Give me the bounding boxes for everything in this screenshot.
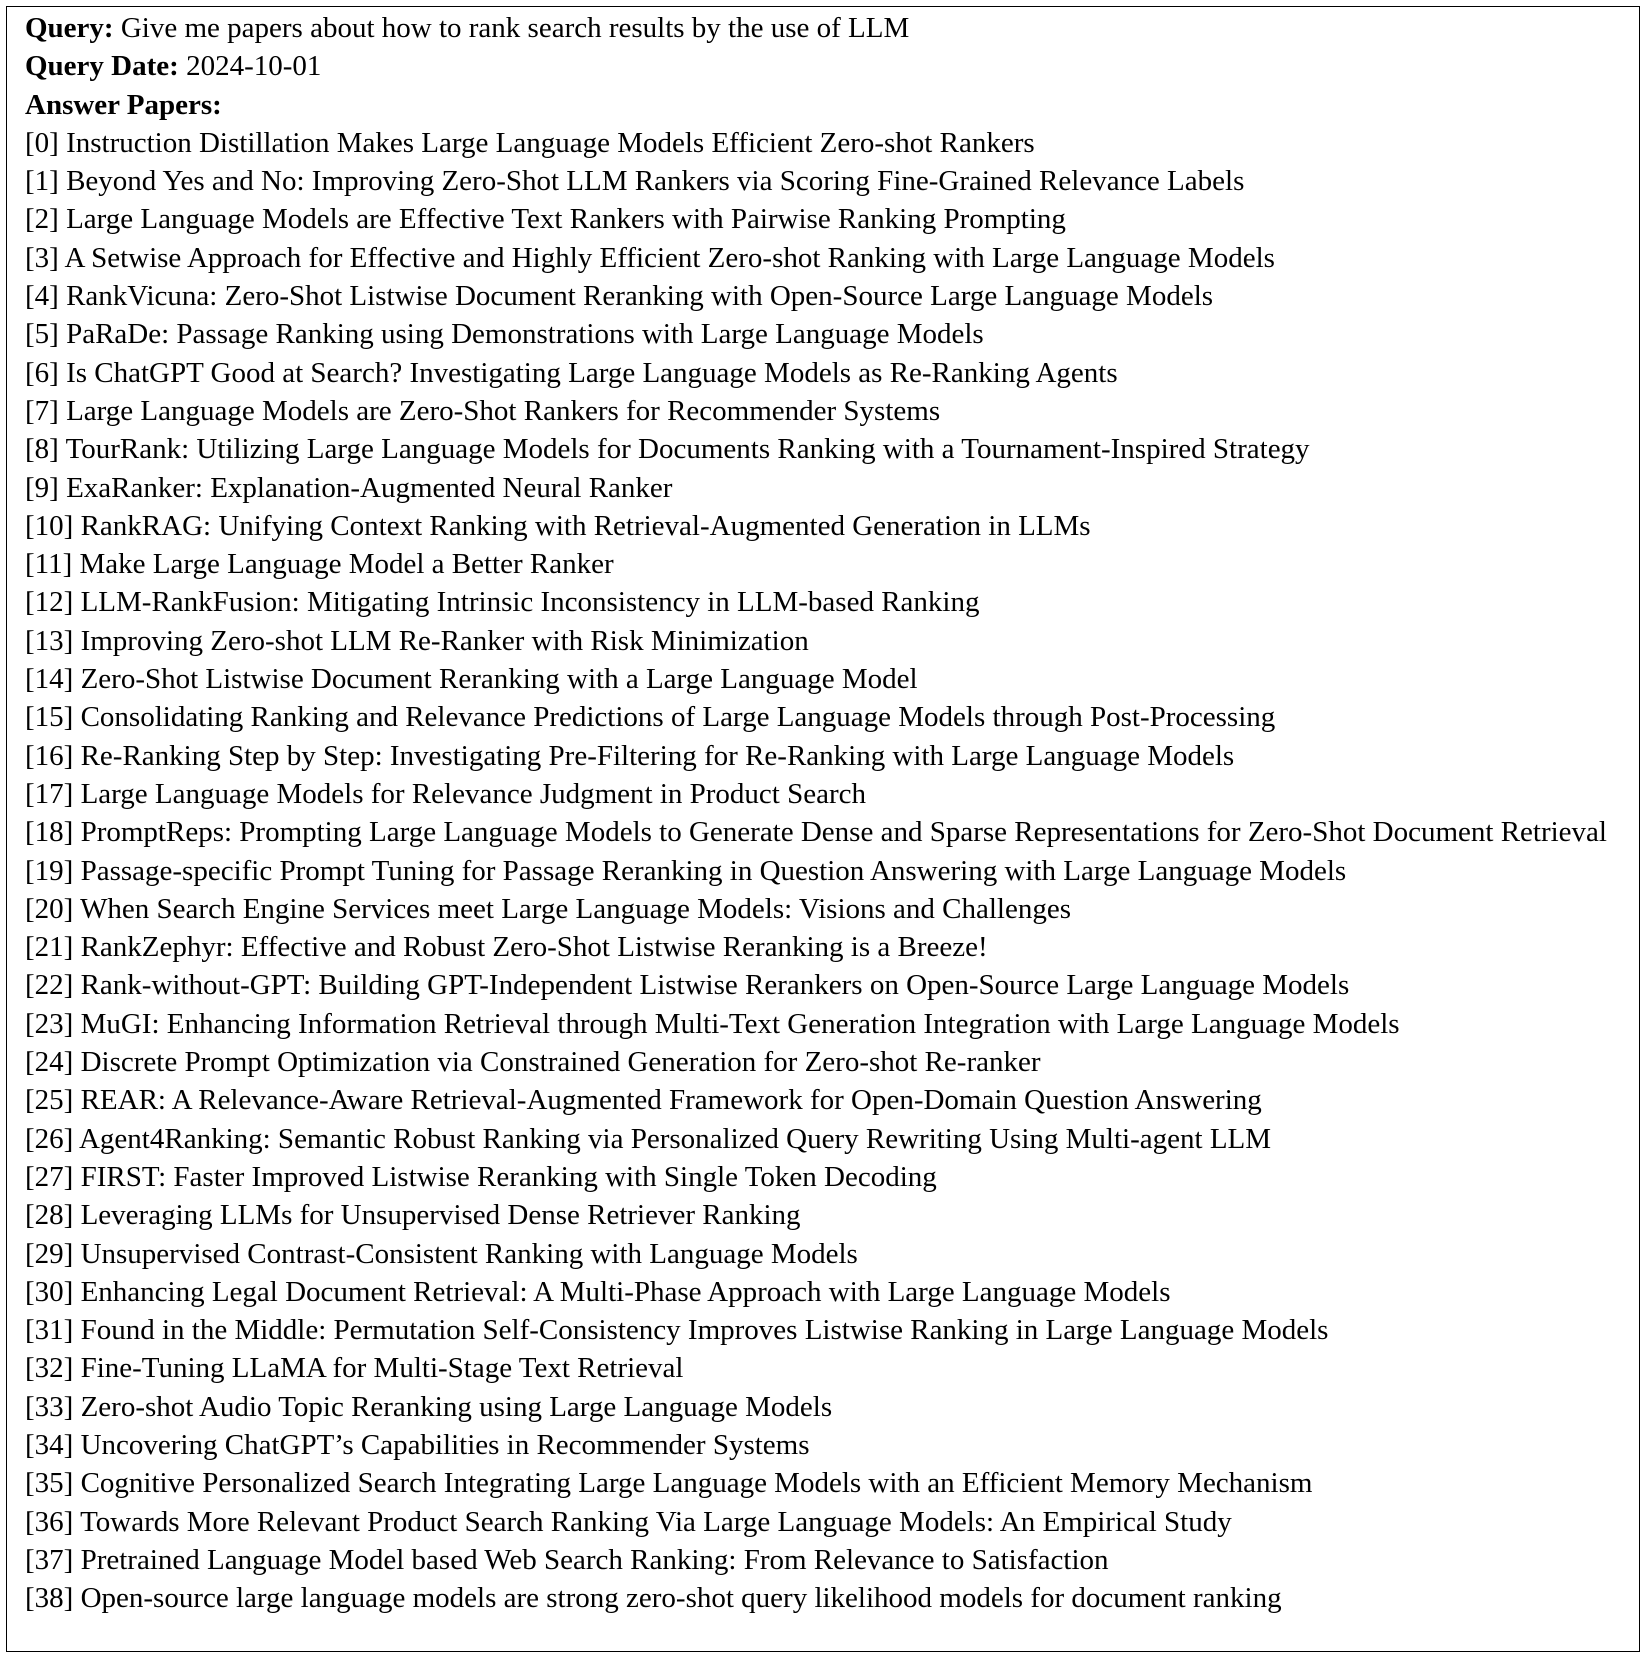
- paper-index: [0]: [25, 126, 59, 159]
- paper-title: Leveraging LLMs for Unsupervised Dense Retriever Ranking: [80, 1199, 801, 1232]
- query-date-label: Query Date:: [25, 50, 179, 83]
- paper-title: Enhancing Legal Document Retrieval: A Multi-Phase Approach with Large Language Models: [80, 1275, 1171, 1308]
- paper-item: [25, 1081, 1639, 1119]
- paper-title: RankRAG: Unifying Context Ranking with Retrieval-Augmented Generation in LLMs: [80, 509, 1091, 542]
- paper-index: [1]: [25, 165, 59, 198]
- paper-item: [25, 852, 1639, 890]
- paper-item: [25, 507, 1639, 545]
- paper-index: [20]: [25, 892, 74, 925]
- answer-papers-heading: [25, 86, 1639, 124]
- paper-item: [25, 813, 1639, 851]
- query-label: Query:: [25, 12, 114, 44]
- paper-title: Improving Zero-shot LLM Re-Ranker with Risk Minimization: [80, 624, 809, 657]
- paper-title: Uncovering ChatGPT’s Capabilities in Recommender Systems: [80, 1428, 810, 1461]
- paper-title: TourRank: Utilizing Large Language Models for Documents Ranking with a Tournament-Inspired Strategy: [65, 433, 1310, 466]
- paper-index: [18]: [25, 816, 74, 849]
- paper-index: [34]: [25, 1428, 74, 1461]
- paper-index: [13]: [25, 624, 74, 657]
- paper-index: [10]: [25, 509, 74, 542]
- paper-title: Discrete Prompt Optimization via Constrained Generation for Zero-shot Re-ranker: [80, 1046, 1041, 1079]
- paper-item: [25, 966, 1639, 1004]
- paper-title: Open-source large language models are strong zero-shot query likelihood models for document ranking: [80, 1582, 1282, 1615]
- paper-title: REAR: A Relevance-Aware Retrieval-Augmented Framework for Open-Domain Question Answering: [80, 1084, 1262, 1117]
- query-line: [25, 9, 1639, 47]
- paper-index: [3]: [25, 241, 59, 274]
- paper-item: [25, 928, 1639, 966]
- paper-index: [12]: [25, 586, 74, 619]
- paper-title: Consolidating Ranking and Relevance Predictions of Large Language Models through Post-Processing: [80, 701, 1276, 734]
- paper-index: [21]: [25, 931, 74, 964]
- paper-title: Large Language Models are Effective Text Rankers with Pairwise Ranking Prompting: [66, 203, 1066, 236]
- paper-title: PaRaDe: Passage Ranking using Demonstrations with Large Language Models: [66, 318, 984, 351]
- paper-title: Passage-specific Prompt Tuning for Passage Reranking in Question Answering with Large Language Models: [80, 854, 1347, 887]
- paper-item: [25, 1311, 1639, 1349]
- paper-item: [25, 1120, 1639, 1158]
- paper-item: [25, 1541, 1639, 1579]
- paper-index: [6]: [25, 356, 59, 389]
- paper-index: [25]: [25, 1084, 74, 1117]
- paper-item: [25, 392, 1639, 430]
- paper-item: [25, 660, 1639, 698]
- paper-item: [25, 1464, 1639, 1502]
- paper-title: Re-Ranking Step by Step: Investigating Pre-Filtering for Re-Ranking with Large Language Models: [80, 739, 1235, 772]
- paper-title: Zero-shot Audio Topic Reranking using Large Language Models: [80, 1390, 833, 1423]
- paper-title: Instruction Distillation Makes Large Language Models Efficient Zero-shot Rankers: [66, 126, 1035, 159]
- paper-index: [11]: [25, 548, 73, 581]
- paper-index: [14]: [25, 663, 74, 696]
- paper-item: [25, 1503, 1639, 1541]
- paper-item: [25, 1235, 1639, 1273]
- paper-index: [24]: [25, 1046, 74, 1079]
- paper-index: [32]: [25, 1352, 74, 1385]
- paper-item: [25, 622, 1639, 660]
- paper-title: Unsupervised Contrast-Consistent Ranking with Language Models: [80, 1237, 858, 1270]
- paper-index: [5]: [25, 318, 59, 351]
- paper-index: [28]: [25, 1199, 74, 1232]
- paper-item: [25, 315, 1639, 353]
- paper-title: PromptReps: Prompting Large Language Models to Generate Dense and Sparse Representations for Zero-Shot Document Retrieval: [80, 816, 1607, 849]
- paper-title: MuGI: Enhancing Information Retrieval through Multi-Text Generation Integration with Large Language Models: [80, 1007, 1400, 1040]
- paper-index: [29]: [25, 1237, 74, 1270]
- paper-item: [25, 1579, 1639, 1617]
- paper-item: [25, 1196, 1639, 1234]
- paper-index: [19]: [25, 854, 74, 887]
- paper-item: [25, 469, 1639, 507]
- paper-item: [25, 239, 1639, 277]
- paper-title: FIRST: Faster Improved Listwise Reranking with Single Token Decoding: [80, 1160, 937, 1193]
- paper-title: Is ChatGPT Good at Search? Investigating Large Language Models as Re-Ranking Agents: [66, 356, 1118, 389]
- paper-index: [26]: [25, 1122, 74, 1155]
- paper-title: Rank-without-GPT: Building GPT-Independent Listwise Rerankers on Open-Source Large Language Models: [80, 969, 1350, 1002]
- paper-item: [25, 277, 1639, 315]
- paper-index: [4]: [25, 280, 59, 313]
- paper-index: [16]: [25, 739, 74, 772]
- paper-index: [23]: [25, 1007, 74, 1040]
- paper-item: [25, 775, 1639, 813]
- paper-index: [38]: [25, 1582, 74, 1615]
- paper-item: [25, 200, 1639, 238]
- paper-index: [31]: [25, 1314, 74, 1347]
- paper-title: Make Large Language Model a Better Ranker: [79, 548, 614, 581]
- paper-index: [36]: [25, 1505, 74, 1538]
- paper-index: [35]: [25, 1467, 74, 1500]
- paper-title: Zero-Shot Listwise Document Reranking with a Large Language Model: [80, 663, 918, 696]
- paper-item: [25, 1158, 1639, 1196]
- paper-index: [22]: [25, 969, 74, 1002]
- paper-item: [25, 1426, 1639, 1464]
- query-date-line: [25, 47, 1639, 85]
- paper-item: [25, 1388, 1639, 1426]
- paper-title: ExaRanker: Explanation-Augmented Neural Ranker: [66, 471, 673, 504]
- query-answer-box: [6, 6, 1640, 1652]
- paper-title: LLM-RankFusion: Mitigating Intrinsic Inconsistency in LLM-based Ranking: [80, 586, 980, 619]
- paper-item: [25, 545, 1639, 583]
- paper-index: [8]: [25, 433, 59, 466]
- query-date-value: 2024-10-01: [186, 50, 322, 83]
- paper-item: [25, 890, 1639, 928]
- paper-index: [17]: [25, 777, 74, 810]
- paper-title: RankVicuna: Zero-Shot Listwise Document Reranking with Open-Source Large Language Models: [66, 280, 1214, 313]
- paper-title: Beyond Yes and No: Improving Zero-Shot LLM Rankers via Scoring Fine-Grained Relevance Labels: [66, 165, 1245, 198]
- paper-title: Towards More Relevant Product Search Ranking Via Large Language Models: An Empirical Study: [80, 1505, 1232, 1538]
- paper-item: [25, 1005, 1639, 1043]
- paper-index: [7]: [25, 394, 59, 427]
- paper-item: [25, 1043, 1639, 1081]
- paper-title: Agent4Ranking: Semantic Robust Ranking via Personalized Query Rewriting Using Multi-agent LLM: [78, 1122, 1272, 1155]
- paper-list: [25, 124, 1639, 1618]
- paper-index: [15]: [25, 701, 74, 734]
- paper-title: RankZephyr: Effective and Robust Zero-Shot Listwise Reranking is a Breeze!: [80, 931, 988, 964]
- paper-item: [25, 124, 1639, 162]
- paper-item: [25, 1273, 1639, 1311]
- paper-item: [25, 354, 1639, 392]
- paper-index: [30]: [25, 1275, 74, 1308]
- paper-item: [25, 162, 1639, 200]
- paper-title: Large Language Models are Zero-Shot Rankers for Recommender Systems: [66, 394, 941, 427]
- paper-index: [37]: [25, 1543, 74, 1576]
- query-text: Give me papers about how to rank search results by the use of LLM: [120, 12, 910, 44]
- paper-title: Found in the Middle: Permutation Self-Consistency Improves Listwise Ranking in Large Language Models: [80, 1314, 1329, 1347]
- paper-title: Fine-Tuning LLaMA for Multi-Stage Text Retrieval: [80, 1352, 684, 1385]
- paper-title: Large Language Models for Relevance Judgment in Product Search: [80, 777, 867, 810]
- paper-title: Cognitive Personalized Search Integrating Large Language Models with an Efficient Memory Mechanism: [80, 1467, 1313, 1500]
- paper-item: [25, 698, 1639, 736]
- answer-papers-label: Answer Papers:: [25, 88, 222, 121]
- paper-item: [25, 430, 1639, 468]
- paper-title: When Search Engine Services meet Large Language Models: Visions and Challenges: [80, 892, 1072, 925]
- paper-item: [25, 1349, 1639, 1387]
- paper-index: [9]: [25, 471, 59, 504]
- paper-title: A Setwise Approach for Effective and Highly Efficient Zero-shot Ranking with Large Language Models: [64, 241, 1275, 274]
- paper-item: [25, 583, 1639, 621]
- paper-item: [25, 737, 1639, 775]
- paper-index: [33]: [25, 1390, 74, 1423]
- paper-index: [2]: [25, 203, 59, 236]
- paper-index: [27]: [25, 1160, 74, 1193]
- paper-title: Pretrained Language Model based Web Search Ranking: From Relevance to Satisfaction: [80, 1543, 1109, 1576]
